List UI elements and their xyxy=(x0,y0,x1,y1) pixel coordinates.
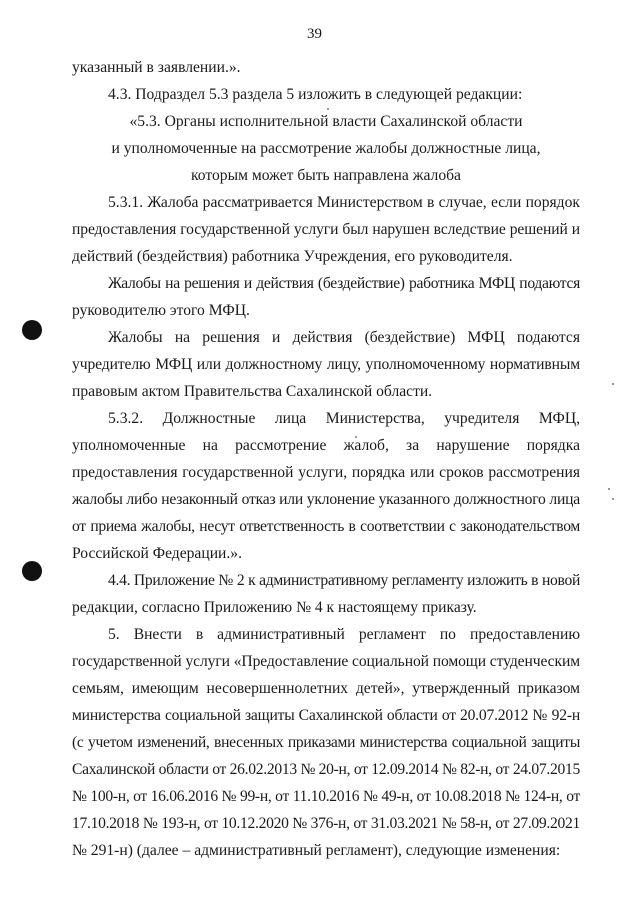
text-line: 4.3. Подраздел 5.3 раздела 5 изложить в следующей редакции: xyxy=(108,86,523,103)
section-heading-line: «5.3. Органы исполнительной власти Сахалинской области xyxy=(129,113,523,130)
text-line: действий (бездействия) работника Учреждения, его руководителя. xyxy=(72,248,513,265)
text-line: № 100-н, от 16.06.2016 № 99-н, от 11.10.2016 № 49-н, от 10.08.2018 № 124-н, от xyxy=(72,788,580,805)
text-line: указанный в заявлении.». xyxy=(72,59,241,76)
text-line: министерства социальной защиты Сахалинской области от 20.07.2012 № 92-н xyxy=(72,707,580,724)
section-heading-line: и уполномоченные на рассмотрение жалобы должностные лица, xyxy=(111,140,541,157)
text-line: 5.3.2. Должностные лица Министерства, учредителя МФЦ, xyxy=(108,410,580,427)
text-line: Жалобы на решения и действия (бездействие) МФЦ подаются xyxy=(108,329,580,346)
text-line: 5. Внести в административный регламент по предоставлению xyxy=(108,626,580,643)
text-line: (с учетом изменений, внесенных приказами министерства социальной защиты xyxy=(72,734,580,751)
document-body xyxy=(72,54,580,864)
scan-speck xyxy=(612,383,614,385)
text-line: редакции, согласно Приложению № 4 к настоящему приказу. xyxy=(72,599,477,616)
text-line: Сахалинской области от 26.02.2013 № 20-н, от 12.09.2014 № 82-н, от 24.07.2015 xyxy=(72,761,580,778)
text-line: государственной услуги «Предоставление социальной помощи студенческим xyxy=(72,653,580,670)
text-line: Жалобы на решения и действия (бездействие) работника МФЦ подаются xyxy=(108,275,580,292)
text-line: 5.3.1. Жалоба рассматривается Министерством в случае, если порядок xyxy=(108,194,580,211)
text-line: семьям, имеющим несовершеннолетних детей», утвержденный приказом xyxy=(72,680,580,697)
text-line: жалобы либо незаконный отказ или уклонение указанного должностного лица xyxy=(72,491,580,508)
section-heading-line: которым может быть направлена жалоба xyxy=(191,167,461,184)
text-line: правовым актом Правительства Сахалинской области. xyxy=(72,383,433,400)
text-line: от приема жалобы, несут ответственность в соответствии с законодательством xyxy=(72,518,580,535)
binder-hole-top xyxy=(22,320,42,340)
text-line: предоставления государственной услуги был нарушен вследствие решений и xyxy=(72,221,580,238)
text-line: Российской Федерации.». xyxy=(72,545,242,562)
text-line: 17.10.2018 № 193-н, от 10.12.2020 № 376-н, от 31.03.2021 № 58-н, от 27.09.2021 xyxy=(72,815,580,832)
binder-hole-bottom xyxy=(22,561,42,581)
text-line: № 291-н) (далее – административный регламент), следующие изменения: xyxy=(72,842,561,859)
text-line: уполномоченные на рассмотрение жалоб, за нарушение порядка xyxy=(72,437,580,454)
text-line: учредителю МФЦ или должностному лицу, уполномоченному нормативным xyxy=(72,356,580,373)
scan-speck xyxy=(612,498,614,500)
scan-speck xyxy=(608,488,610,490)
text-line: руководителю этого МФЦ. xyxy=(72,302,250,319)
text-line: 4.4. Приложение № 2 к административному регламенту изложить в новой xyxy=(108,572,580,589)
page-number: 39 xyxy=(307,26,322,42)
text-line: предоставления государственной услуги, порядка или сроков рассмотрения xyxy=(72,464,580,481)
